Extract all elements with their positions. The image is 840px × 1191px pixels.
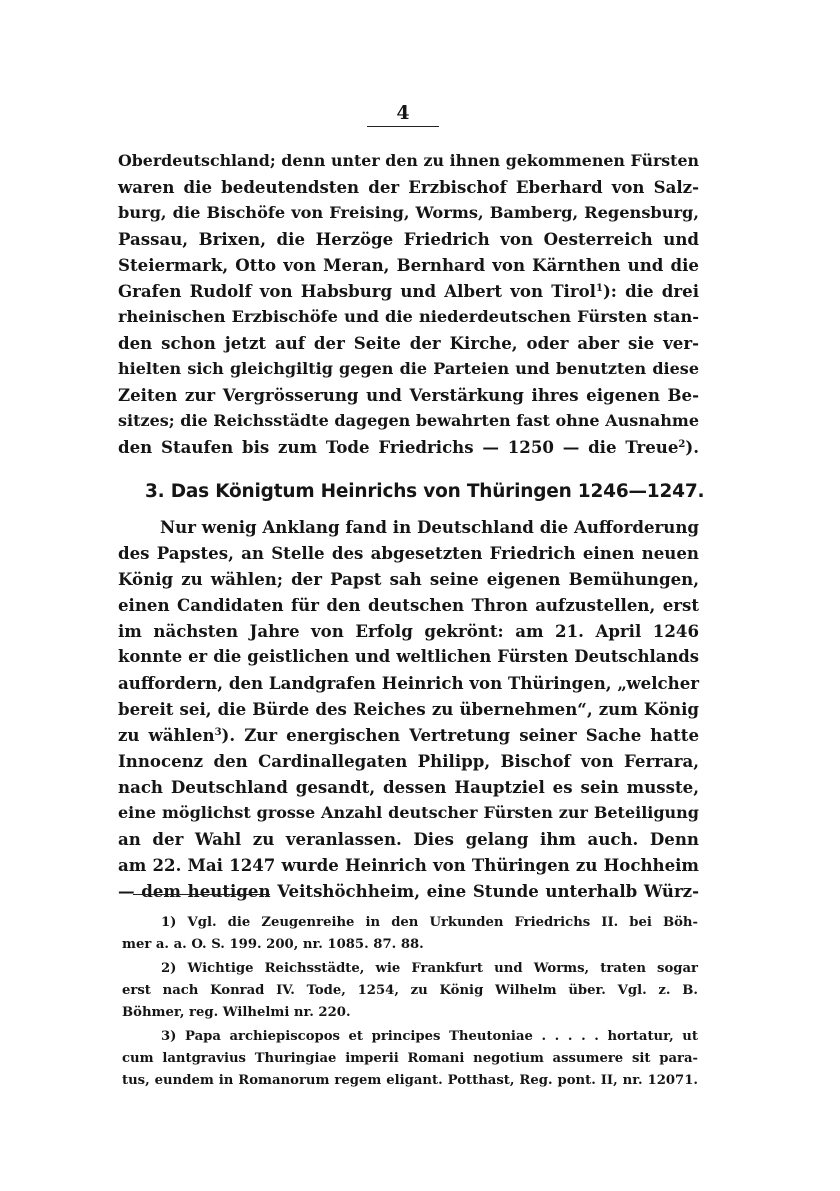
text-line: Zeiten zur Vergrösserung und Verstärkung ihres eigenen Be- [118,385,699,405]
footnote-line: 1) Vgl. die Zeugenreihe in den Urkunden Friedrichs II. bei Böh- [161,915,698,930]
text-line: konnte er die geistlichen und weltlichen Fürsten Deutschlands [118,647,699,666]
text-line: Nur wenig Anklang fand in Deutschland die Aufforderung [160,517,699,537]
text-line: Steiermark, Otto von Meran, Bernhard von Kärnthen und die [118,255,699,275]
text-line: — dem heutigen Veitshöchheim, eine Stunde unterhalb Würz- [118,881,699,901]
text-line: hielten sich gleichgiltig gegen die Parteien und benutzten diese [118,359,699,378]
text-line: sitzes; die Reichsstädte dagegen bewahrten fast ohne Ausnahme [118,411,699,430]
text-segment: zu wählen [118,725,215,745]
footnote-line: cum lantgravius Thuringiae imperii Romani negotium assumere sit para- [122,1051,698,1066]
text-line: an der Wahl zu veranlassen. Dies gelang ihm auch. Denn [118,829,699,849]
footnote-ref: 3 [214,727,222,738]
text-line: waren die bedeutendsten der Erzbischof Eberhard von Salz- [118,177,699,197]
text-line: nach Deutschland gesandt, dessen Hauptziel es sein musste, [118,777,699,797]
text-line: des Papstes, an Stelle des abgesetzten Friedrich einen neuen [118,543,699,563]
footnote-line: tus, eundem in Romanorum regem eligant. Potthast, Reg. pont. II, nr. 12071. [122,1073,698,1088]
text-segment: Grafen Rudolf von Habsburg und Albert von Tirol [118,281,596,301]
text-line: bereit sei, die Bürde des Reiches zu übernehmen“, zum König [118,699,699,719]
text-line: einen Candidaten für den deutschen Thron aufzustellen, erst [118,595,699,615]
text-line: Passau, Brixen, die Herzöge Friedrich von Oesterreich und [118,229,699,249]
text-segment: ). [685,437,699,457]
text-line: burg, die Bischöfe von Freising, Worms, Bamberg, Regensburg, [118,203,699,222]
text-line: den schon jetzt auf der Seite der Kirche, oder aber sie ver- [118,333,699,353]
text-line: eine möglichst grosse Anzahl deutscher Fürsten zur Beteiligung [118,803,699,822]
page-number: 4 [396,102,410,124]
footnote-ref: 2 [678,439,686,450]
footnote-line: 2) Wichtige Reichsstädte, wie Frankfurt und Worms, traten sogar [161,961,698,976]
text-line [118,279,699,303]
text-segment: ). Zur energischen Vertretung seiner Sache hatte [221,725,700,745]
text-line [118,723,699,747]
section-heading: 3. Das Königtum Heinrichs von Thüringen 1246—1247. [145,481,705,502]
footnote-line: mer a. a. O. S. 199. 200, nr. 1085. 87. 88. [122,937,424,952]
text-line: rheinischen Erzbischöfe und die niederdeutschen Fürsten stan- [118,307,699,326]
footnote-ref: 1 [595,283,603,294]
text-line: Oberdeutschland; denn unter den zu ihnen gekommenen Fürsten [118,151,699,170]
footnote-line: Böhmer, reg. Wilhelmi nr. 220. [122,1005,351,1020]
footnote-line: 3) Papa archiepiscopos et principes Theutoniae . . . . . hortatur, ut [161,1029,698,1044]
text-line: auffordern, den Landgrafen Heinrich von Thüringen, „welcher [118,673,699,693]
text-segment: ): die drei [602,281,700,301]
text-line [118,435,699,459]
text-segment: den Staufen bis zum Tode Friedrichs — 1250 — die Treue [118,437,679,457]
page-number-rule [367,126,439,127]
text-line: Innocenz den Cardinallegaten Philipp, Bischof von Ferrara, [118,751,699,771]
text-line: am 22. Mai 1247 wurde Heinrich von Thüringen zu Hochheim [118,855,699,875]
text-line: König zu wählen; der Papst sah seine eigenen Bemühungen, [118,569,699,589]
footnote-rule [133,894,270,895]
footnote-line: erst nach Konrad IV. Tode, 1254, zu König Wilhelm über. Vgl. z. B. [122,983,698,998]
text-line: im nächsten Jahre von Erfolg gekrönt: am 21. April 1246 [118,621,699,641]
